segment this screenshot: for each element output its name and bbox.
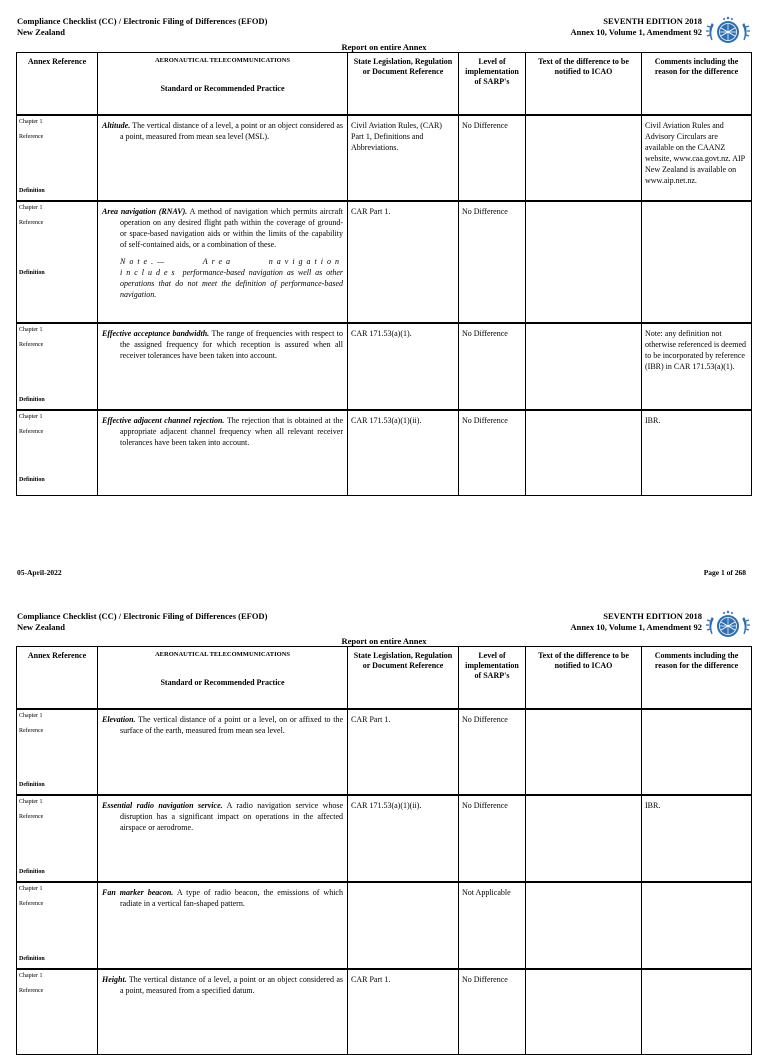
table-row bbox=[17, 709, 752, 795]
page-number: Page 1 of 268 bbox=[703, 568, 746, 577]
table-header-row bbox=[17, 647, 752, 709]
document-title: Compliance Checklist (CC) / Electronic Filing of Differences (EFOD) New Zealand bbox=[17, 611, 268, 632]
sarp-text: Effective acceptance bandwidth. The range of frequencies with respect to the assigned frequency for which reception is assured when all receiver tolerances have been taken into account. bbox=[98, 323, 348, 410]
difference-cell bbox=[526, 795, 642, 882]
table-row bbox=[17, 410, 752, 496]
report-scope: Report on entire Annex bbox=[341, 42, 427, 52]
annex-reference-cell: Chapter 1 Reference bbox=[17, 969, 98, 1055]
table-row bbox=[17, 201, 752, 323]
sarp-text: Height. The vertical distance of a level, a point or an object considered as a point, measured from a specified datum. bbox=[98, 969, 348, 1055]
edition-info: SEVENTH EDITION 2018 Annex 10, Volume 1, Amendment 92 bbox=[570, 611, 702, 632]
difference-cell bbox=[526, 969, 642, 1055]
col-text-difference: Text of the difference to be notified to ICAO bbox=[526, 647, 642, 709]
level-cell: No Difference bbox=[459, 709, 526, 795]
col-level: Level of implementation of SARP's bbox=[459, 53, 526, 115]
level-cell: No Difference bbox=[459, 969, 526, 1055]
difference-cell bbox=[526, 882, 642, 969]
table-header-row bbox=[17, 53, 752, 115]
difference-cell bbox=[526, 410, 642, 496]
sarp-text: Elevation. The vertical distance of a point or a level, on or affixed to the surface of the earth, measured from mean sea level. bbox=[98, 709, 348, 795]
comments-cell bbox=[642, 201, 752, 323]
comments-cell: IBR. bbox=[642, 795, 752, 882]
col-state-legislation: State Legislation, Regulation or Document Reference bbox=[348, 53, 459, 115]
comments-cell: Civil Aviation Rules and Advisory Circulars are available on the CAANZ website, www.caa.govt.nz. AIP New Zealand is available on www.aip.net.nz. bbox=[642, 115, 752, 201]
table-row bbox=[17, 115, 752, 201]
document-title: Compliance Checklist (CC) / Electronic Filing of Differences (EFOD) New Zealand bbox=[17, 16, 268, 37]
footer-date: 05-April-2022 bbox=[17, 568, 62, 577]
comments-cell bbox=[642, 882, 752, 969]
level-cell: No Difference bbox=[459, 410, 526, 496]
sarp-text: Altitude. The vertical distance of a level, a point or an object considered as a point, measured from mean sea level (MSL). bbox=[98, 115, 348, 201]
col-annex-reference: Annex Reference bbox=[17, 647, 98, 709]
sarp-text: Effective adjacent channel rejection. The rejection that is obtained at the appropriate adjacent channel frequency when all relevant receiver tolerances have been taken into account. bbox=[98, 410, 348, 496]
legislation-cell: CAR 171.53(a)(1)(ii). bbox=[348, 795, 459, 882]
annex-reference-cell: Chapter 1 Reference Definition bbox=[17, 323, 98, 410]
comments-cell bbox=[642, 969, 752, 1055]
table-row bbox=[17, 882, 752, 969]
difference-cell bbox=[526, 115, 642, 201]
legislation-cell: CAR 171.53(a)(1). bbox=[348, 323, 459, 410]
col-comments: Comments including the reason for the difference bbox=[642, 53, 752, 115]
annex-reference-cell: Chapter 1 Reference Definition bbox=[17, 709, 98, 795]
sarp-text: Essential radio navigation service. A radio navigation service whose disruption has a significant impact on operations in the affected airspace or aerodrome. bbox=[98, 795, 348, 882]
annex-reference-cell: Chapter 1 Reference Definition bbox=[17, 882, 98, 969]
annex-reference-cell: Chapter 1 Reference Definition bbox=[17, 410, 98, 496]
col-annex-reference: Annex Reference bbox=[17, 53, 98, 115]
legislation-cell bbox=[348, 882, 459, 969]
level-cell: No Difference bbox=[459, 201, 526, 323]
col-comments: Comments including the reason for the difference bbox=[642, 647, 752, 709]
legislation-cell: CAR Part 1. bbox=[348, 709, 459, 795]
level-cell: No Difference bbox=[459, 795, 526, 882]
sarp-text: Fan marker beacon. A type of radio beacon, the emissions of which radiate in a vertical fan-shaped pattern. bbox=[98, 882, 348, 969]
level-cell: Not Applicable bbox=[459, 882, 526, 969]
annex-reference-cell: Chapter 1 Reference Definition bbox=[17, 115, 98, 201]
compliance-table bbox=[16, 646, 752, 1055]
legislation-cell: CAR Part 1. bbox=[348, 969, 459, 1055]
edition-info: SEVENTH EDITION 2018 Annex 10, Volume 1, Amendment 92 bbox=[570, 16, 702, 37]
level-cell: No Difference bbox=[459, 323, 526, 410]
difference-cell bbox=[526, 201, 642, 323]
col-text-difference: Text of the difference to be notified to ICAO bbox=[526, 53, 642, 115]
compliance-table bbox=[16, 52, 752, 496]
note-text: Note.— Area navigation includes performance-based navigation as well as other operations that do not meet the definition of performance-based navigation. bbox=[120, 256, 344, 299]
legislation-cell: Civil Aviation Rules, (CAR) Part 1, Definitions and Abbreviations. bbox=[348, 115, 459, 201]
report-scope: Report on entire Annex bbox=[341, 636, 427, 646]
sarp-text: Area navigation (RNAV). A method of navigation which permits aircraft operation on any desired flight path within the coverage of ground- or space-based navigation aids or within the limits of the capability of self-contained aids, or a combination of these. Note.— Area navigation includes performance-based navigation as well as other operations that do not meet the definition of performance-based navigation. bbox=[98, 201, 348, 323]
comments-cell: IBR. bbox=[642, 410, 752, 496]
comments-cell bbox=[642, 709, 752, 795]
col-state-legislation: State Legislation, Regulation or Document Reference bbox=[348, 647, 459, 709]
difference-cell bbox=[526, 709, 642, 795]
annex-reference-cell: Chapter 1 Reference Definition bbox=[17, 201, 98, 323]
col-level: Level of implementation of SARP's bbox=[459, 647, 526, 709]
table-row bbox=[17, 969, 752, 1055]
comments-cell: Note: any definition not otherwise referenced is deemed to be incorporated by reference (IBR) in CAR 171.53(a)(1). bbox=[642, 323, 752, 410]
col-standard: AERONAUTICAL TELECOMMUNICATIONS Standard or Recommended Practice bbox=[98, 53, 348, 115]
table-row bbox=[17, 795, 752, 882]
legislation-cell: CAR 171.53(a)(1)(ii). bbox=[348, 410, 459, 496]
annex-reference-cell: Chapter 1 Reference Definition bbox=[17, 795, 98, 882]
level-cell: No Difference bbox=[459, 115, 526, 201]
difference-cell bbox=[526, 323, 642, 410]
col-standard: AERONAUTICAL TELECOMMUNICATIONS Standard or Recommended Practice bbox=[98, 647, 348, 709]
table-row bbox=[17, 323, 752, 410]
legislation-cell: CAR Part 1. bbox=[348, 201, 459, 323]
